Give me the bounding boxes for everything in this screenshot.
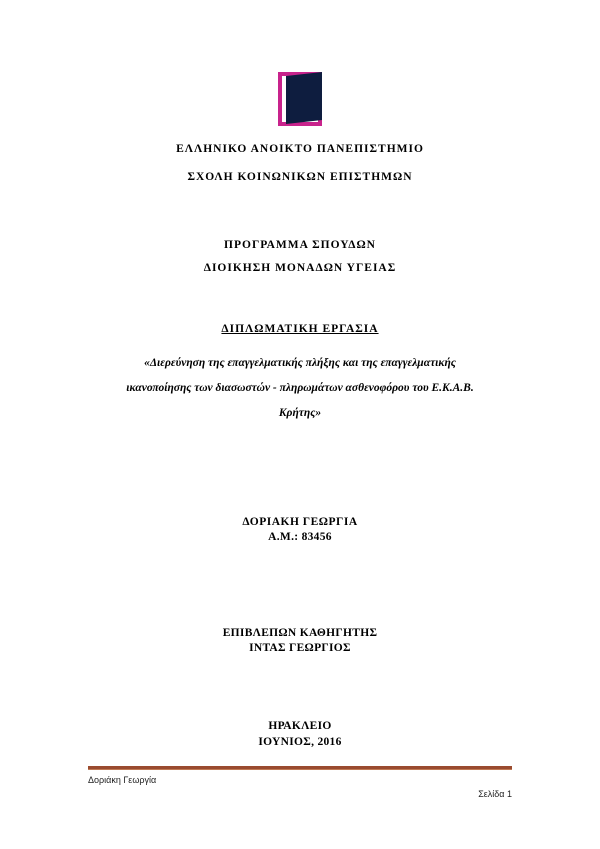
footer-divider (88, 766, 512, 770)
school-name: ΣΧΟΛΗ ΚΟΙΝΩΝΙΚΩΝ ΕΠΙΣΤΗΜΩΝ (187, 171, 413, 183)
thesis-title-line-1: «Διερεύνηση της επαγγελματικής πλήξης και της επαγγελματικής (144, 357, 456, 369)
supervisor-name: ΙΝΤΑΣ ΓΕΩΡΓΙΟΣ (249, 642, 351, 654)
university-logo-icon (278, 72, 322, 126)
thesis-title (110, 351, 490, 426)
author-name: ΔΟΡΙΑΚΗ ΓΕΩΡΓΙΑ (242, 516, 358, 528)
program-name: ΔΙΟΙΚΗΣΗ ΜΟΝΑΔΩΝ ΥΓΕΙΑΣ (203, 262, 397, 274)
university-name: ΕΛΛΗΝΙΚΟ ΑΝΟΙΚΤΟ ΠΑΝΕΠΙΣΤΗΜΙΟ (176, 143, 424, 155)
author-id: Α.Μ.: 83456 (268, 531, 332, 543)
thesis-type: ΔΙΠΛΩΜΑΤΙΚΗ ΕΡΓΑΣΙΑ (221, 323, 379, 335)
thesis-title-line-3: Κρήτης» (278, 407, 322, 419)
footer-page-number: Σελίδα 1 (478, 789, 512, 799)
program-label: ΠΡΟΓΡΑΜΜΑ ΣΠΟΥΔΩΝ (224, 239, 376, 251)
supervisor-label: ΕΠΙΒΛΕΠΩΝ ΚΑΘΗΓΗΤΗΣ (222, 627, 378, 639)
date: ΙΟΥΝΙΟΣ, 2016 (258, 736, 342, 748)
footer-author: Δοριάκη Γεωργία (88, 775, 157, 785)
thesis-title-line-2: ικανοποίησης των διασωστών - πληρωμάτων ασθενοφόρου του Ε.Κ.Α.Β. (126, 382, 474, 394)
place: ΗΡΑΚΛΕΙΟ (268, 720, 332, 732)
